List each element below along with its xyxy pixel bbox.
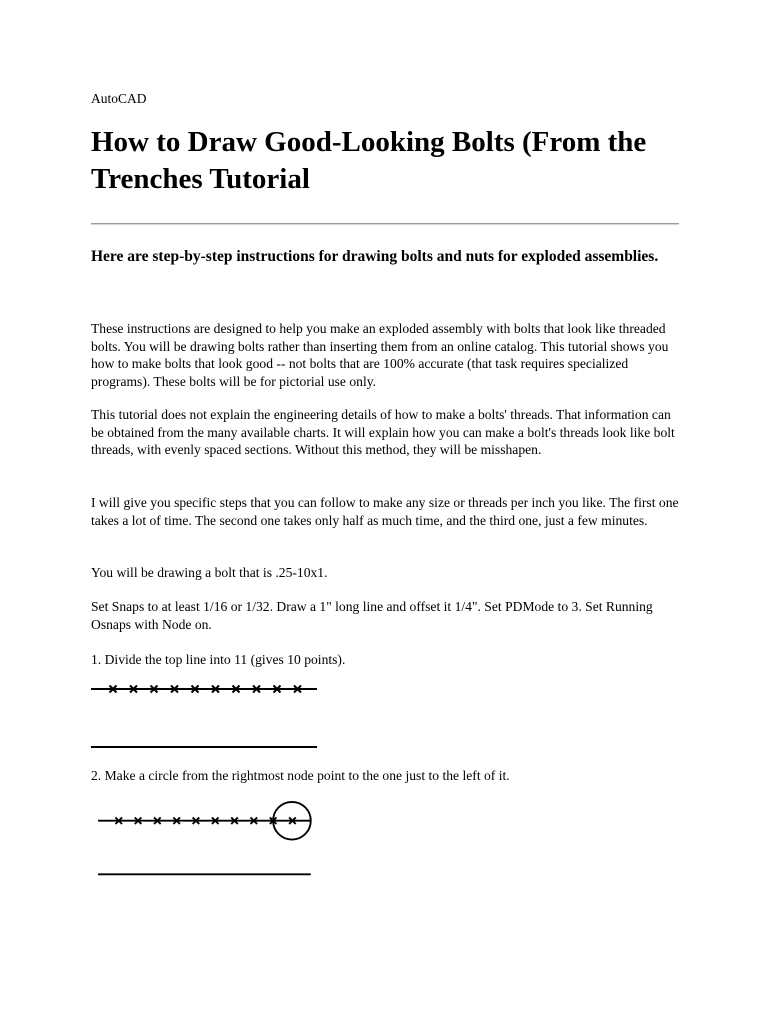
title-divider [91, 223, 679, 225]
page-subtitle: Here are step-by-step instructions for drawing bolts and nuts for exploded assemblies. [91, 248, 659, 265]
page-title: How to Draw Good-Looking Bolts (From the Trenches Tutorial [91, 126, 647, 195]
step-1-figure [91, 678, 331, 758]
category-label: AutoCAD [91, 91, 147, 106]
steps-overview-paragraph: I will give you specific steps that you can follow to make any size or threads per inch you like. The first one takes a lot of time. The second one takes only half as much time, and the third one, just a few minutes. [91, 495, 679, 528]
details-paragraph: This tutorial does not explain the engineering details of how to make a bolts' threads. That information can be obtained from the many available charts. It will explain how you can make a bolt's threads look like bolt threads, with evenly spaced sections. Without this method, they will be misshapen. [91, 407, 675, 458]
step-2-text: 2. Make a circle from the rightmost node point to the one just to the left of it. [91, 768, 510, 783]
setup-paragraph: Set Snaps to at least 1/16 or 1/32. Draw a 1" long line and offset it 1/4". Set PDMode to 3. Set Running Osnaps with Node on. [91, 599, 653, 632]
intro-paragraph: These instructions are designed to help you make an exploded assembly with bolts that look like threaded bolts. You will be drawing bolts rather than inserting them from an online catalog. This tutorial shows you how to make bolts that look good -- not bolts that are 100% accurate (that task requires specialized programs). These bolts will be for pictorial use only. [91, 321, 669, 390]
step-2-figure [91, 800, 331, 880]
step-1-text: 1. Divide the top line into 11 (gives 10 points). [91, 652, 346, 667]
bolt-size-paragraph: You will be drawing a bolt that is .25-10x1. [91, 565, 328, 580]
